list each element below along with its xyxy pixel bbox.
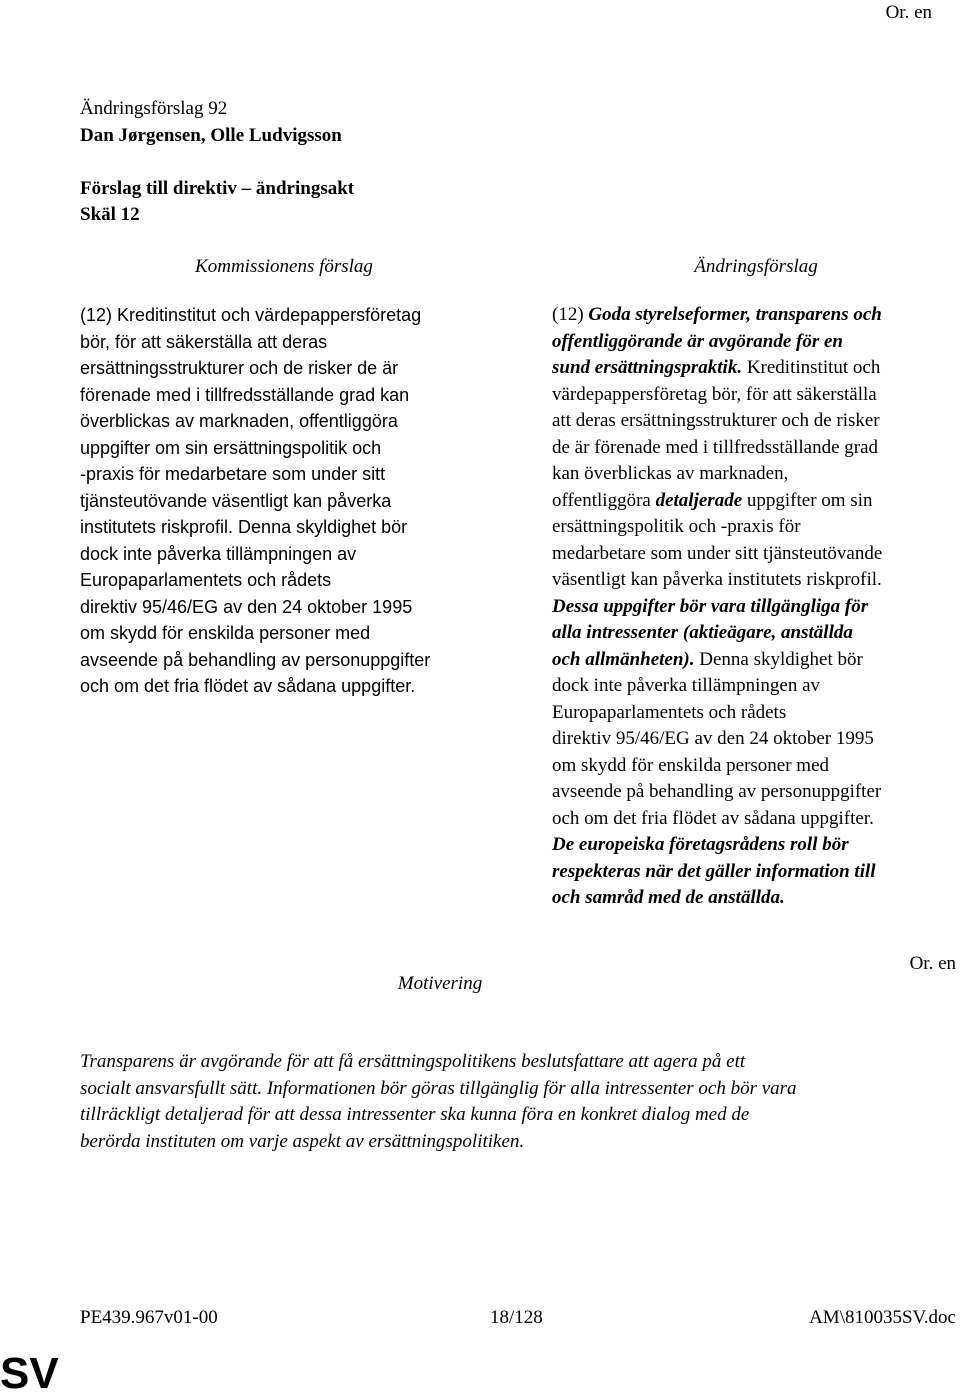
commission-text-line: och om det fria flödet av sådana uppgifter. bbox=[80, 676, 416, 696]
commission-text-line: om skydd för enskilda personer med bbox=[80, 623, 371, 643]
amendment-text-line bbox=[552, 488, 882, 515]
amendment-text-line bbox=[552, 726, 882, 753]
language-tag-mid: Or. en bbox=[909, 953, 956, 974]
commission-proposal-text bbox=[80, 302, 430, 700]
amendment-text-line bbox=[552, 806, 882, 833]
amendment-header bbox=[80, 96, 880, 229]
amendment-text-line bbox=[552, 673, 882, 700]
amendment-text-line bbox=[552, 885, 882, 912]
commission-text-line: tjänsteutövande väsentligt kan påverka bbox=[80, 490, 392, 511]
motivering-line: socialt ansvarsfullt sätt. Informationen bör göras tillgänglig för alla intressenter och bör vara bbox=[80, 1077, 797, 1099]
motivering-heading bbox=[80, 971, 960, 998]
amendment-unchanged: kan överblickas av marknaden, bbox=[552, 463, 789, 484]
commission-text-line: avseende på behandling av personuppgifter bbox=[80, 649, 431, 670]
language-tag-top: Or. en bbox=[885, 2, 932, 23]
commission-text-line: (12) Kreditinstitut och värdepappersföretag bbox=[80, 305, 422, 325]
amendment-text-line bbox=[552, 832, 882, 859]
amendment-unchanged: uppgifter om sin bbox=[742, 489, 873, 511]
amendment-text-line bbox=[552, 700, 882, 727]
amendment-unchanged: Kreditinstitut och bbox=[742, 357, 881, 378]
amendment-text-line bbox=[552, 382, 882, 409]
amendment-text-line bbox=[552, 779, 882, 806]
amendment-text-line bbox=[552, 594, 882, 621]
amendment-text-line bbox=[552, 408, 882, 435]
amendment-text bbox=[552, 302, 882, 912]
footer-page-number: 18/128 bbox=[490, 1307, 543, 1328]
amendment-text-line bbox=[552, 620, 882, 647]
amendment-change: Dessa uppgifter bör vara tillgängliga för bbox=[552, 595, 869, 617]
commission-text-line: överblickas av marknaden, offentliggöra bbox=[80, 411, 398, 431]
amendment-authors: Dan Jørgensen, Olle Ludvigsson bbox=[80, 124, 342, 146]
amendment-change: alla intressenter (aktieägare, anställda bbox=[552, 622, 853, 643]
amendment-change: respekteras när det gäller information till bbox=[552, 860, 876, 882]
commission-proposal-heading: Kommissionens förslag bbox=[195, 256, 373, 277]
amendment-heading: Ändringsförslag bbox=[694, 256, 818, 277]
motivering-line: tillräckligt detaljerad för att dessa intressenter ska kunna föra en konkret dialog med de bbox=[80, 1104, 750, 1125]
amendment-unchanged: att deras ersättningsstrukturer och de risker bbox=[552, 410, 880, 431]
commission-text-line: institutets riskprofil. Denna skyldighet bör bbox=[80, 517, 408, 537]
amendment-unchanged: de är förenade med i tillfredsställande grad bbox=[552, 436, 879, 458]
commission-text-line: bör, för att säkerställa att deras bbox=[80, 331, 328, 352]
commission-text-line: -praxis för medarbetare som under sitt bbox=[80, 464, 386, 484]
amendment-change: sund ersättningspraktik. bbox=[552, 357, 743, 378]
amendment-text-line bbox=[552, 859, 882, 886]
amendment-unchanged: ersättningspolitik och -praxis för bbox=[552, 516, 801, 537]
footer-doc-ref: PE439.967v01-00 bbox=[80, 1307, 218, 1328]
motivering-heading-text: Motivering bbox=[397, 973, 483, 994]
proposal-type: Förslag till direktiv – ändringsakt bbox=[80, 177, 355, 199]
amendment-text-line bbox=[552, 302, 882, 329]
amendment-text-line bbox=[552, 647, 882, 674]
amendment-unchanged: medarbetare som under sitt tjänsteutövande bbox=[552, 542, 883, 564]
amendment-unchanged: direktiv 95/46/EG av den 24 oktober 1995 bbox=[552, 728, 874, 749]
amendment-unchanged: (12) bbox=[552, 304, 589, 325]
page-footer bbox=[80, 1305, 956, 1332]
amendment-text-line bbox=[552, 753, 882, 780]
amendment-change: och allmänheten). bbox=[552, 648, 695, 670]
amendment-unchanged: offentliggöra bbox=[552, 489, 656, 511]
amendment-unchanged: avseende på behandling av personuppgifter bbox=[552, 781, 882, 802]
motivering-line: berörda instituten om varje aspekt av ersättningspolitiken. bbox=[80, 1130, 525, 1152]
amendment-unchanged: väsentligt kan påverka institutets riskprofil. bbox=[552, 569, 882, 590]
commission-text-line: direktiv 95/46/EG av den 24 oktober 1995 bbox=[80, 596, 413, 617]
amendment-unchanged: om skydd för enskilda personer med bbox=[552, 754, 830, 776]
amendment-section: Skäl 12 bbox=[80, 204, 140, 225]
commission-text-line: förenade med i tillfredsställande grad kan bbox=[80, 384, 410, 405]
amendment-unchanged: Europaparlamentets och rådets bbox=[552, 701, 787, 723]
commission-text-line: uppgifter om sin ersättningspolitik och bbox=[80, 437, 382, 458]
motivering-text bbox=[80, 1049, 797, 1155]
amendment-change: Goda styrelseformer, transparens och bbox=[588, 304, 882, 325]
amendment-unchanged: och om det fria flödet av sådana uppgifter. bbox=[552, 807, 874, 829]
language-code: SV bbox=[0, 1349, 59, 1398]
amendment-text-line bbox=[552, 435, 882, 462]
amendment-unchanged: Denna skyldighet bör bbox=[694, 648, 863, 670]
amendment-change: De europeiska företagsrådens roll bör bbox=[552, 834, 849, 855]
amendment-change: och samråd med de anställda. bbox=[552, 887, 785, 908]
footer-file-ref: AM\810035SV.doc bbox=[809, 1307, 956, 1328]
motivering-line: Transparens är avgörande för att få ersättningspolitikens beslutsfattare att agera på ett bbox=[80, 1051, 746, 1072]
amendment-unchanged: dock inte påverka tillämpningen av bbox=[552, 675, 821, 696]
commission-text-line: dock inte påverka tillämpningen av bbox=[80, 543, 357, 564]
amendment-text-line bbox=[552, 567, 882, 594]
amendment-unchanged: värdepappersföretag bör, för att säkerställa bbox=[552, 383, 877, 405]
commission-text-line: ersättningsstrukturer och de risker de är bbox=[80, 358, 399, 378]
amendment-text-line bbox=[552, 355, 882, 382]
amendment-text-line bbox=[552, 514, 882, 541]
amendment-text-line bbox=[552, 461, 882, 488]
amendment-title: Ändringsförslag 92 bbox=[80, 98, 228, 119]
amendment-change: offentliggörande är avgörande för en bbox=[552, 330, 843, 352]
amendment-text-line bbox=[552, 541, 882, 568]
commission-text-line: Europaparlamentets och rådets bbox=[80, 570, 332, 590]
amendment-change: detaljerade bbox=[655, 489, 743, 511]
amendment-text-line bbox=[552, 329, 882, 356]
